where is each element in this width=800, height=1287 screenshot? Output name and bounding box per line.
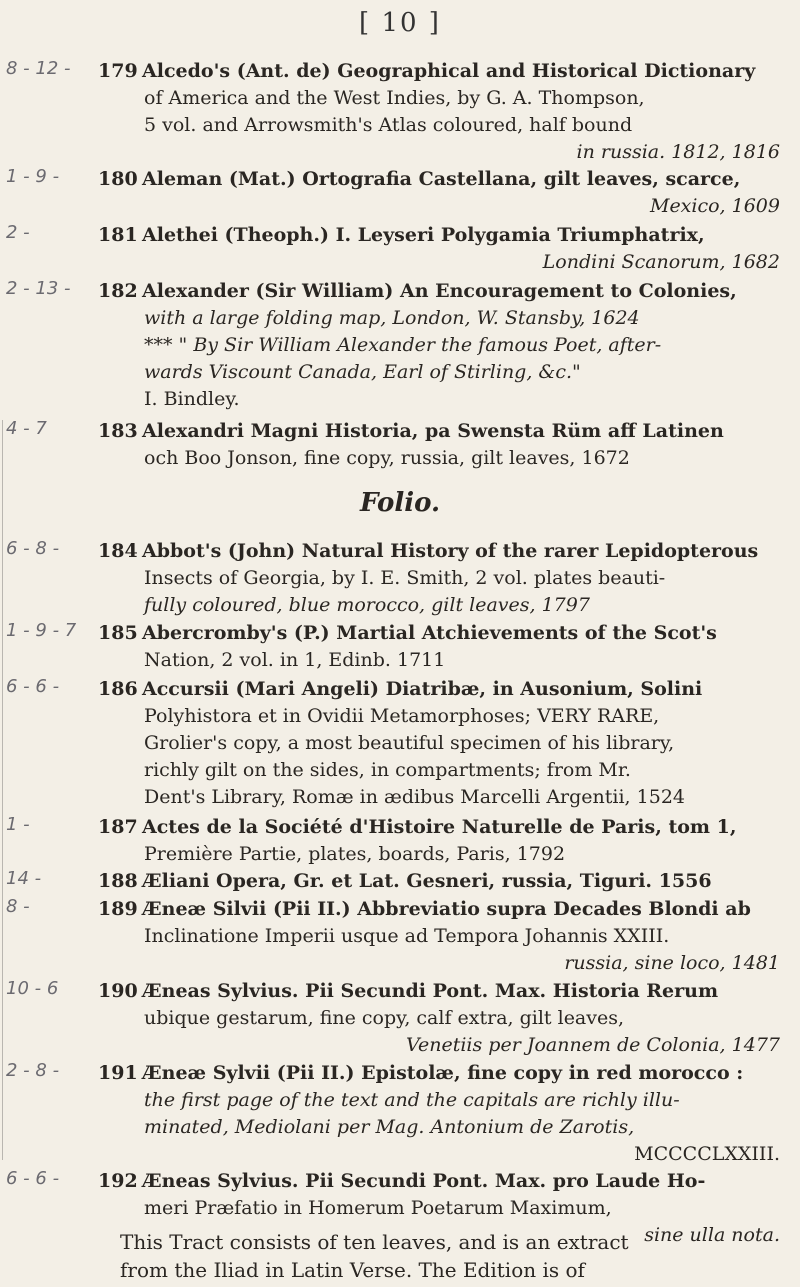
entry-line: Æliani Opera, Gr. et Lat. Gesneri, russia, Tiguri. 1556 (142, 870, 712, 892)
entry-line: Insects of Georgia, by I. E. Smith, 2 vol. plates beauti- (144, 567, 666, 589)
lot-number: 187 (98, 816, 138, 838)
margin-price: 6 - 8 - (6, 538, 60, 559)
note-line: This Tract consists of ten leaves, and is an extract (120, 1230, 629, 1254)
entry-line: sine ulla nota. (644, 1224, 780, 1246)
note-paragraph (120, 1228, 780, 1284)
margin-price: 4 - 7 (6, 418, 47, 439)
entry-line: russia, sine loco, 1481 (564, 952, 780, 974)
entry-line: in russia. 1812, 1816 (576, 141, 780, 163)
entry-line: Inclinatione Imperii usque ad Tempora Johannis XXIII. (144, 925, 670, 947)
entry-line: Abbot's (John) Natural History of the rarer Lepidopterous (142, 540, 759, 562)
catalogue-entry (98, 58, 788, 166)
entry-line: of America and the West Indies, by G. A. Thompson, (144, 87, 645, 109)
entry-line: *** " By Sir William Alexander the famous Poet, after- (144, 334, 662, 356)
margin-price: 8 - (6, 896, 30, 917)
catalogue-entry (98, 166, 788, 220)
entry-line: I. Bindley. (144, 388, 240, 410)
note-line: from the Iliad in Latin Verse. The Edition is of (120, 1258, 585, 1282)
entry-line: Alethei (Theoph.) I. Leyseri Polygamia Triumphatrix, (142, 224, 705, 246)
lot-number: 180 (98, 168, 138, 190)
catalogue-entry (98, 868, 788, 895)
lot-number: 184 (98, 540, 138, 562)
entry-line: Æneas Sylvius. Pii Secundi Pont. Max. Historia Rerum (142, 980, 719, 1002)
entry-line: wards Viscount Canada, Earl of Stirling, &c." (144, 361, 581, 383)
entry-line: Æneas Sylvius. Pii Secundi Pont. Max. pro Laude Ho- (142, 1170, 706, 1192)
entry-line: Mexico, 1609 (649, 195, 780, 217)
lot-number: 181 (98, 224, 138, 246)
margin-price: 14 - (6, 868, 42, 889)
margin-price: 2 - 8 - (6, 1060, 60, 1081)
section-heading: Folio. (359, 488, 441, 518)
entry-line: Alexander (Sir William) An Encouragement to Colonies, (142, 280, 737, 302)
margin-rule (2, 420, 3, 1160)
margin-price: 6 - 6 - (6, 1168, 60, 1189)
catalogue-entry (98, 418, 788, 472)
entry-line: och Boo Jonson, fine copy, russia, gilt leaves, 1672 (144, 447, 630, 469)
catalogue-entry (98, 1060, 788, 1168)
entry-line: Aleman (Mat.) Ortografia Castellana, gilt leaves, scarce, (142, 168, 741, 190)
entry-line: 5 vol. and Arrowsmith's Atlas coloured, half bound (144, 114, 633, 136)
entry-line: minated, Mediolani per Mag. Antonium de Zarotis, (144, 1116, 635, 1138)
entry-line: Venetiis per Joannem de Colonia, 1477 (406, 1034, 780, 1056)
lot-number: 185 (98, 622, 138, 644)
entry-line: Nation, 2 vol. in 1, Edinb. 1711 (144, 649, 446, 671)
entry-line: Actes de la Société d'Histoire Naturelle de Paris, tom 1, (142, 816, 737, 838)
margin-price: 2 - (6, 222, 30, 243)
catalogue-entry (98, 222, 788, 276)
catalogue-entry (98, 814, 788, 868)
entry-line: Alexandri Magni Historia, pa Swensta Rüm aff Latinen (142, 420, 724, 442)
catalogue-entry (98, 896, 788, 977)
entry-line: Première Partie, plates, boards, Paris, 1792 (144, 843, 566, 865)
entry-line: the first page of the text and the capitals are richly illu- (144, 1089, 680, 1111)
margin-price: 1 - (6, 814, 30, 835)
margin-price: 2 - 13 - (6, 278, 71, 299)
entry-line: ubique gestarum, fine copy, calf extra, gilt leaves, (144, 1007, 625, 1029)
entry-line: Accursii (Mari Angeli) Diatribæ, in Ausonium, Solini (142, 678, 703, 700)
entry-line: Alcedo's (Ant. de) Geographical and Historical Dictionary (142, 60, 756, 82)
entry-line: with a large folding map, London, W. Stansby, 1624 (144, 307, 640, 329)
catalogue-entry (98, 278, 788, 413)
entry-line: Æneæ Silvii (Pii II.) Abbreviatio supra Decades Blondi ab (142, 898, 751, 920)
lot-number: 190 (98, 980, 138, 1002)
catalogue-entry (98, 538, 788, 619)
entry-line: richly gilt on the sides, in compartments; from Mr. (144, 759, 631, 781)
entry-line: Polyhistora et in Ovidii Metamorphoses; VERY RARE, (144, 705, 660, 727)
margin-price: 8 - 12 - (6, 58, 71, 79)
lot-number: 186 (98, 678, 138, 700)
entry-line: Æneæ Sylvii (Pii II.) Epistolæ, fine copy in red morocco : (142, 1062, 744, 1084)
lot-number: 179 (98, 60, 138, 82)
lot-number: 188 (98, 870, 138, 892)
entry-line: meri Præfatio in Homerum Poetarum Maximum, (144, 1197, 612, 1219)
entry-line: Abercromby's (P.) Martial Atchievements of the Scot's (142, 622, 717, 644)
entry-line: MCCCCLXXIII. (634, 1143, 780, 1165)
entry-line: Londini Scanorum, 1682 (542, 251, 780, 273)
margin-price: 1 - 9 - 7 (6, 620, 77, 641)
margin-price: 10 - 6 (6, 978, 59, 999)
margin-price: 1 - 9 - (6, 166, 60, 187)
entry-line: Dent's Library, Romæ in ædibus Marcelli Argentii, 1524 (144, 786, 685, 808)
margin-price: 6 - 6 - (6, 676, 60, 697)
entry-line: Grolier's copy, a most beautiful specimen of his library, (144, 732, 675, 754)
catalogue-entry (98, 620, 788, 674)
catalogue-entry (98, 978, 788, 1059)
lot-number: 183 (98, 420, 138, 442)
page-number: [ 10 ] (359, 8, 441, 38)
catalogue-entry (98, 676, 788, 811)
entry-line: fully coloured, blue morocco, gilt leaves, 1797 (144, 594, 590, 616)
lot-number: 191 (98, 1062, 138, 1084)
lot-number: 182 (98, 280, 138, 302)
lot-number: 192 (98, 1170, 138, 1192)
lot-number: 189 (98, 898, 138, 920)
